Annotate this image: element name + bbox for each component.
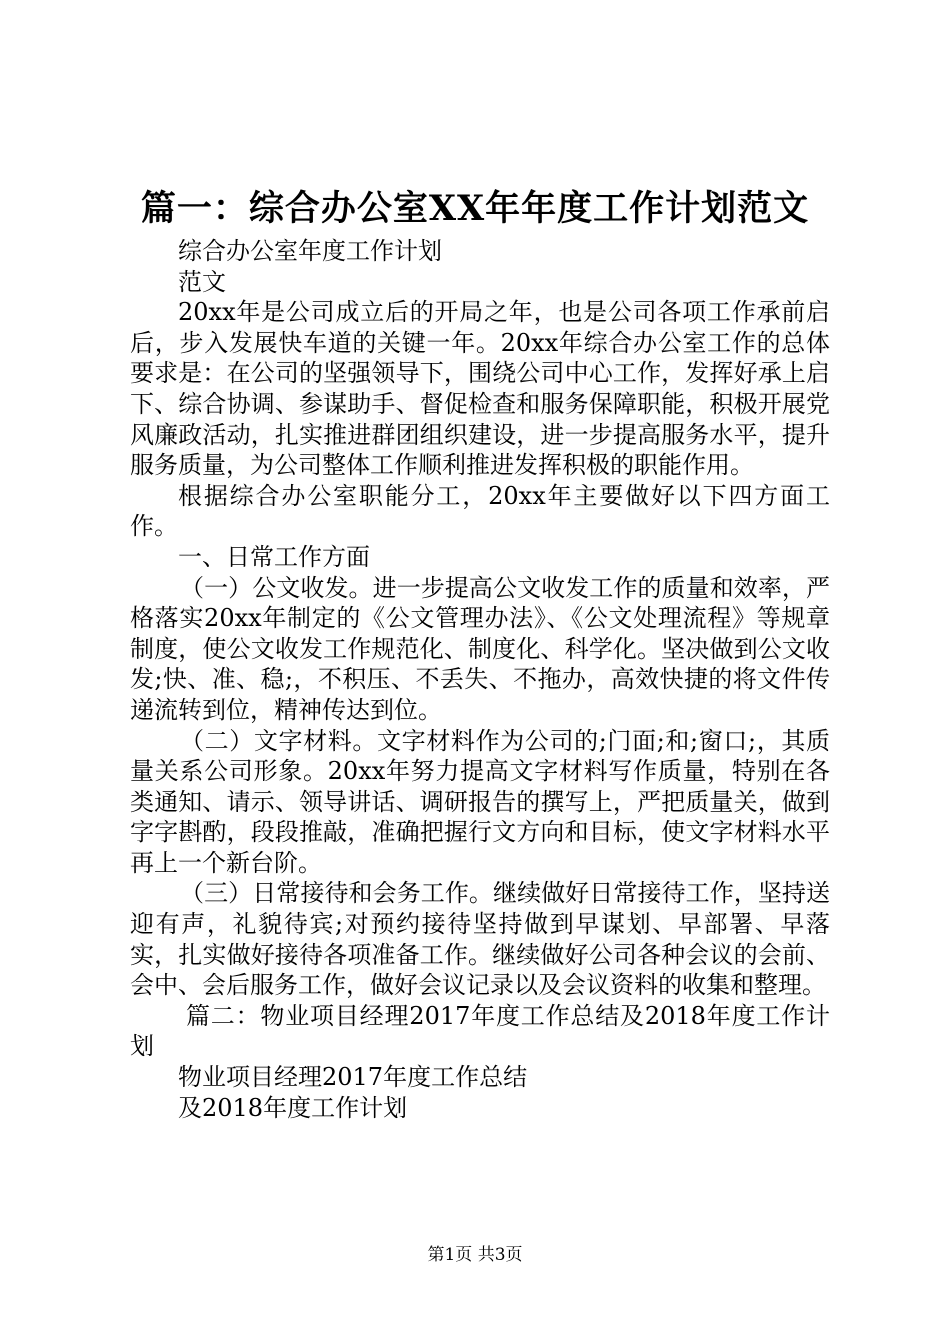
section-heading-daily-work: 一、日常工作方面 [178,542,370,571]
division-paragraph: 根据综合办公室职能分工，20xx年主要做好以下四方面工作。 [130,481,830,541]
item-written-materials: （二）文字材料。文字材料作为公司的;门面;和;窗口;，其质量关系公司形象。20xx年努力提高文字材料写作质量，特别在各类通知、请示、领导讲话、调研报告的撰写上，严把质量关，做到字字斟酌，段段推敲，准确把握行文方向和目标，使文字材料水平再上一个新台阶。 [130,726,830,877]
subtitle-line-1: 综合办公室年度工作计划 [178,237,442,265]
document-body [130,236,830,1123]
part-two-heading: 篇二：物业项目经理2017年度工作总结及2018年度工作计划 [130,1001,830,1061]
page-footer: 第1页 共3页 [427,1245,523,1265]
subtitle-line-2: 范文 [178,267,226,296]
part-two-subtitle-2: 及2018年度工作计划 [178,1093,408,1122]
document-title: 篇一：综合办公室XX年年度工作计划范文 [140,188,810,229]
part-two-subtitle-1: 物业项目经理2017年度工作总结 [178,1063,528,1092]
item-reception-meetings: （三）日常接待和会务工作。继续做好日常接待工作，坚持送迎有声，礼貌待宾;对预约接待坚持做到早谋划、早部署、早落实，扎实做好接待各项准备工作。继续做好公司各种会议的会前、会中、会后服务工作，做好会议记录以及会议资料的收集和整理。 [130,879,830,1000]
item-document-handling: （一）公文收发。进一步提高公文收发工作的质量和效率，严格落实20xx年制定的《公文管理办法》、《公文处理流程》等规章制度，使公文收发工作规范化、制度化、科学化。坚决做到公文收发;快、准、稳;，不积压、不丢失、不拖办，高效快捷的将文件传递流转到位，精神传达到位。 [130,573,830,724]
intro-paragraph: 20xx年是公司成立后的开局之年，也是公司各项工作承前启后，步入发展快车道的关键一年。20xx年综合办公室工作的总体要求是：在公司的坚强领导下，围绕公司中心工作，发挥好承上启下、综合协调、参谋助手、督促检查和服务保障职能，积极开展党风廉政活动，扎实推进群团组织建设，进一步提高服务水平，提升服务质量，为公司整体工作顺利推进发挥积极的职能作用。 [130,298,830,480]
